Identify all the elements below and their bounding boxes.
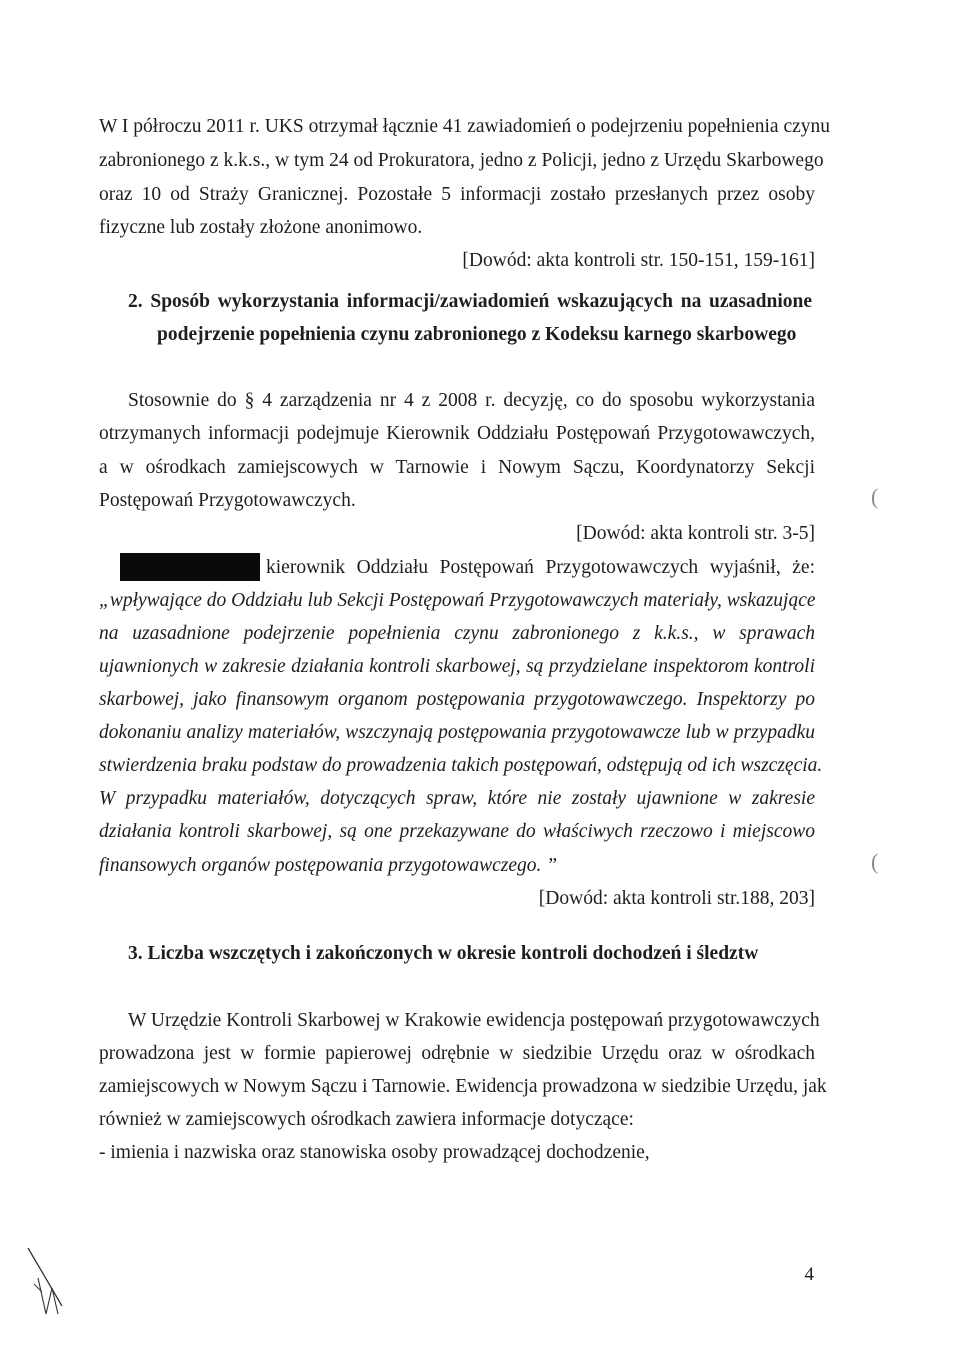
- quote-line: „wpływające do Oddziału lub Sekcji Postępowań Przygotowawczych materiały, wskazujące: [99, 590, 816, 611]
- paragraph-line: prowadzona jest w formie papierowej odrębnie w siedzibie Urzędu oraz w ośrodkach: [99, 1043, 815, 1064]
- paragraph-line: otrzymanych informacji podejmuje Kierownik Oddziału Postępowań Przygotowawczych,: [99, 423, 815, 444]
- page-number: 4: [804, 1264, 814, 1285]
- quote-line: finansowych organów postępowania przygotowawczego. ”: [99, 855, 558, 876]
- section-3-heading: 3. Liczba wszczętych i zakończonych w okresie kontroli dochodzeń i śledztw: [128, 943, 759, 964]
- paragraph-line: fizyczne lub zostały złożone anonimowo.: [99, 217, 423, 238]
- quote-line: W przypadku materiałów, dotyczących spraw, które nie zostały ujawnione w zakresie: [99, 788, 815, 809]
- quote-line: ujawnionych w zakresie działania kontroli skarbowej, są przydzielane inspektorom kontroli: [99, 656, 815, 677]
- paragraph-line: zabronionego z k.k.s., w tym 24 od Prokuratora, jedno z Policji, jedno z Urzędu Skarbowego: [99, 150, 824, 171]
- paragraph-line: Postępowań Przygotowawczych.: [99, 490, 356, 511]
- paragraph-line: również w zamiejscowych ośrodkach zawiera informacje dotyczące:: [99, 1109, 634, 1130]
- list-item: - imienia i nazwiska oraz stanowiska osoby prowadzącej dochodzenie,: [99, 1142, 650, 1163]
- evidence-reference: [Dowód: akta kontroli str. 3-5]: [576, 523, 815, 544]
- quote-line: dokonaniu analizy materiałów, wszczynają postępowania przygotowawcze lub w przypadku: [99, 722, 815, 743]
- paragraph-line: W I półroczu 2011 r. UKS otrzymał łącznie 41 zawiadomień o podejrzeniu popełnienia czynu: [99, 116, 831, 137]
- quote-line: stwierdzenia braku podstaw do prowadzenia takich postępowań, odstępują od ich wszczęcia.: [99, 755, 823, 776]
- quote-line: działania kontroli skarbowej, są one przekazywane do właściwych rzeczowo i miejscowo: [99, 821, 815, 842]
- quote-line: skarbowej, jako finansowym organom postępowania przygotowawczego. Inspektorzy po: [99, 689, 815, 710]
- paragraph-line: Stosownie do § 4 zarządzenia nr 4 z 2008 r. decyzję, co do sposobu wykorzystania: [128, 390, 815, 411]
- evidence-reference: [Dowód: akta kontroli str.188, 203]: [538, 888, 815, 909]
- quote-line: na uzasadnione podejrzenie popełnienia czynu zabronionego z k.k.s., w sprawach: [99, 623, 815, 644]
- section-2-heading: 2. Sposób wykorzystania informacji/zawiadomień wskazujących na uzasadnione: [128, 291, 812, 312]
- paragraph-line: oraz 10 od Straży Granicznej. Pozostałe 5 informacji zostało przesłanych przez osoby: [99, 184, 815, 205]
- redacted-name: [120, 553, 260, 581]
- evidence-reference: [Dowód: akta kontroli str. 150-151, 159-161]: [462, 250, 815, 271]
- margin-bracket-mark: (: [871, 484, 879, 509]
- paragraph-line: zamiejscowych w Nowym Sączu i Tarnowie. Ewidencja prowadzona w siedzibie Urzędu, jak: [99, 1076, 827, 1097]
- statement-intro: kierownik Oddziału Postępowań Przygotowawczych wyjaśnił, że:: [266, 557, 815, 578]
- margin-bracket-mark: (: [871, 849, 879, 874]
- paragraph-line: W Urzędzie Kontroli Skarbowej w Krakowie ewidencja postępowań przygotowawczych: [128, 1010, 820, 1031]
- section-2-heading: podejrzenie popełnienia czynu zabronionego z Kodeksu karnego skarbowego: [157, 324, 797, 345]
- paragraph-line: a w ośrodkach zamiejscowych w Tarnowie i Nowym Sączu, Koordynatorzy Sekcji: [99, 457, 815, 478]
- handwritten-initials: [24, 1244, 68, 1318]
